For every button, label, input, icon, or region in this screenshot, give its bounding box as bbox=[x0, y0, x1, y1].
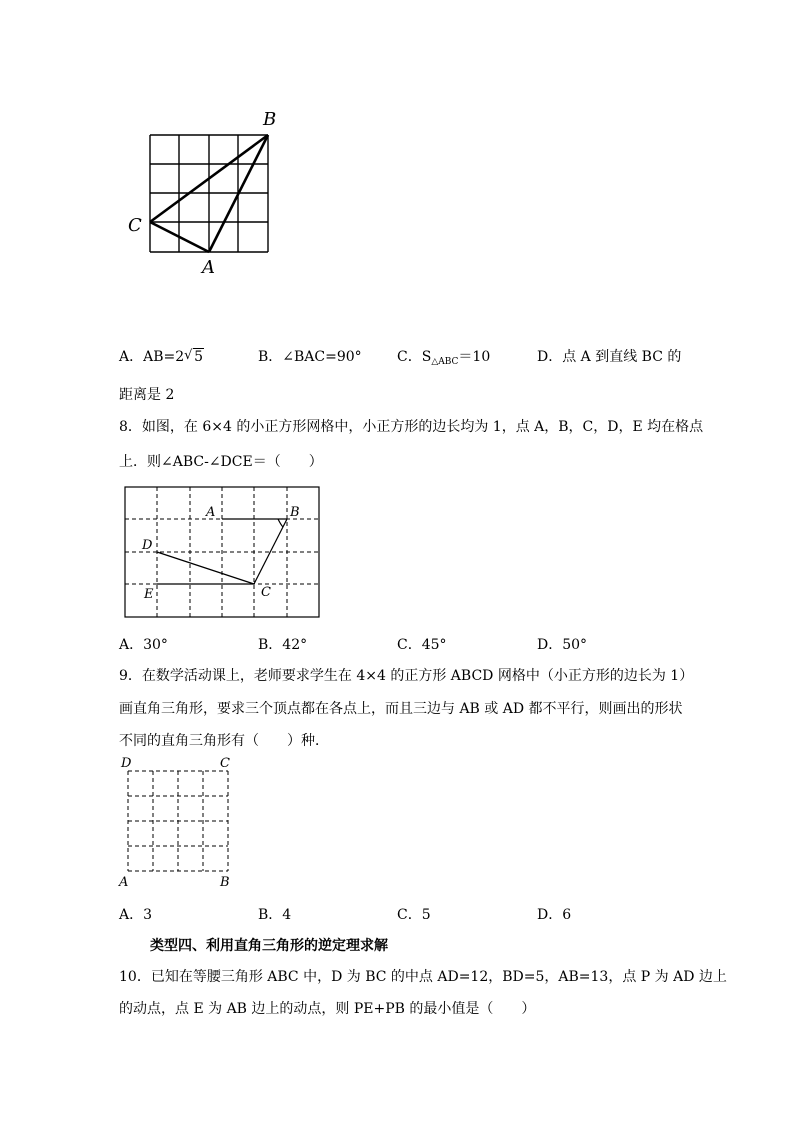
q9-option-a: A．3 bbox=[119, 907, 153, 923]
q10-text-line1: 10．已知在等腰三角形 ABC 中，D 为 BC 的中点 AD=12，BD=5，AB=13，点 P 为 AD 边上 bbox=[119, 969, 727, 985]
q8-text-line1: 8．如图，在 6×4 的小正方形网格中，小正方形的边长均为 1，点 A，B，C，D，E 均在格点 bbox=[119, 419, 704, 435]
q7-option-d: D．点 A 到直线 BC 的 bbox=[537, 349, 682, 365]
grid-dashed-lines bbox=[128, 771, 228, 871]
q7-option-d-continuation: 距离是 2 bbox=[119, 387, 175, 403]
q7-grid-figure bbox=[120, 105, 290, 285]
point-label-e: E bbox=[144, 587, 154, 602]
q8-text-line2: 上．则∠ABC-∠DCE＝（ ） bbox=[119, 454, 323, 470]
q9-option-c: C．5 bbox=[397, 907, 431, 923]
q9-option-b: B．4 bbox=[258, 907, 292, 923]
q9-grid-figure bbox=[115, 755, 245, 893]
q8-option-a: A．30° bbox=[119, 637, 168, 653]
point-label-d: D bbox=[142, 538, 153, 553]
sqrt-symbol: √ 5 bbox=[184, 349, 204, 365]
grid-lines bbox=[150, 135, 268, 252]
corner-label-b: B bbox=[220, 875, 230, 890]
q9-text-line3: 不同的直角三角形有（ ）种． bbox=[119, 733, 329, 749]
q9-options bbox=[0, 904, 794, 924]
corner-label-a: A bbox=[119, 875, 129, 890]
corner-label-d: D bbox=[121, 756, 132, 771]
point-label-a: A bbox=[206, 505, 216, 520]
q8-option-c: C．45° bbox=[397, 637, 447, 653]
q9-text-line2: 画直角三角形，要求三个顶点都在各点上，而且三边与 AB 或 AD 都不平行，则画出的形状 bbox=[119, 701, 683, 717]
corner-label-c: C bbox=[220, 756, 230, 771]
q8-option-d: D．50° bbox=[537, 637, 588, 653]
q7-option-b: B．∠BAC=90° bbox=[258, 349, 362, 365]
q7-options bbox=[0, 346, 794, 366]
section-heading: 类型四、利用直角三角形的逆定理求解 bbox=[150, 938, 388, 954]
vertex-label-c: C bbox=[128, 215, 142, 236]
q7-option-a: A．AB=2√ 5 bbox=[119, 346, 204, 366]
q8-options bbox=[0, 634, 794, 654]
vertex-label-b: B bbox=[263, 109, 277, 130]
point-label-b: B bbox=[290, 505, 300, 520]
q9-text-line1: 9．在数学活动课上，老师要求学生在 4×4 的正方形 ABCD 网格中（小正方形的边长为 1） bbox=[119, 668, 694, 684]
q8-option-b: B．42° bbox=[258, 637, 308, 653]
q10-text-line2: 的动点，点 E 为 AB 边上的动点，则 PE+PB 的最小值是（ ） bbox=[119, 1001, 536, 1017]
q8-grid-figure bbox=[120, 482, 325, 622]
vertex-label-a: A bbox=[202, 257, 215, 278]
q7-option-c: C．$S_{\triangle ABC}=10$ bbox=[397, 349, 491, 367]
point-label-c: C bbox=[261, 585, 271, 600]
q9-option-d: D．6 bbox=[537, 907, 572, 923]
